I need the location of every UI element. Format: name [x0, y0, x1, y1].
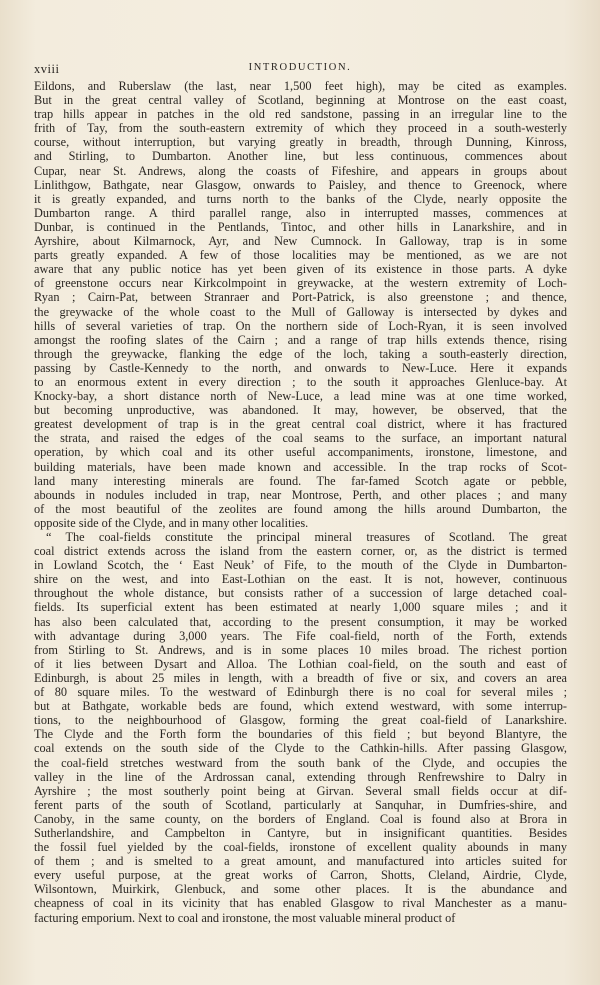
text-line: of the most beautiful of the zeolites are found among the hills around Dumbarton, the	[34, 501, 567, 516]
text-line: cheapness of coal in its vicinity that has enabled Glasgow to rival Manchester as a manu-	[34, 896, 567, 911]
text-line: and Stirling, to Dumbarton. Another line, but less continuous, commences about	[34, 149, 567, 164]
running-head: INTRODUCTION.	[248, 62, 352, 73]
text-line: coal extends on the south side of the Clyde to the Cathkin-hills. After passing Glasgow,	[34, 741, 567, 756]
text-line: Ryan ; Cairn-Pat, between Stranraer and Port-Patrick, is also greenstone ; and thence,	[34, 290, 567, 305]
text-line: ferent parts of the south of Scotland, particularly at Sanquhar, in Dumfries-shire, and	[34, 797, 567, 812]
text-line: throughout the whole distance, but consists rather of a succession of large detached coal-	[34, 586, 567, 601]
text-line: with advantage during 3,000 years. The Fife coal-field, north of the Forth, extends	[34, 628, 567, 643]
text-line: from Stirling to St. Andrews, and is in some places 10 miles broad. The richest portion	[34, 642, 567, 657]
text-line: the coal-field stretches westward from the south bank of the Clyde, and occupies the	[34, 755, 567, 770]
text-line: tions, to the neighbourhood of Glasgow, forming the great coal-field of Lanarkshire.	[34, 713, 567, 728]
text-line: Wilsontown, Muirkirk, Glenbuck, and some other places. It is the abundance and	[34, 882, 567, 897]
body-text	[34, 79, 567, 925]
text-line: “ The coal-fields constitute the principal mineral treasures of Scotland. The great	[46, 530, 567, 544]
text-line: Ayrshire, about Kilmarnock, Ayr, and New Cumnock. In Galloway, trap is in some	[34, 234, 567, 249]
text-line: amongst the roofing slates of the Cairn ; and a range of trap hills extends thence, rising	[34, 332, 567, 347]
text-line: The Clyde and the Forth form the boundaries of this field ; but beyond Blantyre, the	[34, 727, 567, 742]
text-line: fields. Its superficial extent has been estimated at nearly 1,000 square miles ; and it	[34, 600, 567, 615]
text-line: Cupar, near St. Andrews, along the coasts of Fifeshire, and appears in groups about	[34, 163, 567, 178]
text-line: Canoby, in the same county, on the borders of England. Coal is found also at Brora in	[34, 811, 567, 826]
text-line: in Lowland Scotch, the ‘ East Neuk’ of Fife, to the mouth of the Clyde in Dumbarton-	[34, 558, 567, 573]
text-line: coal district extends across the island from the eastern corner, or, as the district is termed	[34, 544, 567, 559]
text-line: of 80 square miles. To the westward of Edinburgh there is no coal for several miles ;	[34, 685, 567, 700]
text-line: has also been calculated that, according to the present consumption, it may be worked	[34, 614, 567, 629]
text-line: But in the great central valley of Scotland, beginning at Montrose on the east coast,	[34, 93, 567, 108]
text-line: valley in the line of the Ardrossan canal, extending through Renfrewshire to Dalry in	[34, 769, 567, 784]
text-line: but at Bathgate, workable beds are found, which extend westward, with some interrup-	[34, 699, 567, 714]
text-line: but becoming unproductive, was abandoned. It may, however, be observed, that the	[34, 403, 567, 418]
text-line: of greenstone occurs near Kirkcolmpoint in greywacke, at the western extremity of Loch-	[34, 276, 567, 291]
text-line: Edinburgh, is about 25 miles in length, with a breadth of five or six, and covers an area	[34, 670, 567, 685]
text-line: the greywacke of the whole coast to the Mull of Galloway is intersected by dykes and	[34, 304, 567, 319]
text-line: of them ; and is smelted to a great amount, and manufactured into articles suited for	[34, 854, 567, 869]
text-line: through the greywacke, flanking the edge of the loch, taking a south-easterly direction,	[34, 346, 567, 361]
text-line: facturing emporium. Next to coal and ironstone, the most valuable mineral product of	[34, 910, 456, 925]
text-line: Dunbar, is continued in the Pentlands, Tintoc, and other hills in Lanarkshire, and in	[34, 219, 567, 234]
text-line: the strata, and raised the edges of the coal seams to the surface, an important natural	[34, 431, 567, 446]
text-line: building materials, have been made known and accessible. In the trap rocks of Scot-	[34, 459, 567, 474]
page-number: xviii	[34, 62, 60, 76]
text-line: of it lies between Dysart and Alloa. The Lothian coal-field, on the south and east of	[34, 656, 567, 671]
text-line: Ayrshire ; the most southerly point being at Girvan. Several small fields occur at dif-	[34, 783, 567, 798]
text-line: the fossil fuel yielded by the coal-fields, ironstone of excellent quality abounds in many	[34, 840, 567, 855]
text-line: to an enormous extent in every direction ; to the south it approaches Glenluce-bay. At	[34, 374, 567, 389]
text-line: passing by Castle-Kennedy to the north, and onwards to New-Luce. Here it expands	[34, 360, 567, 375]
text-line: Linlithgow, Bathgate, near Glasgow, onwards to Paisley, and thence to Greenock, where	[34, 177, 567, 192]
text-line: hills of several varieties of trap. On the northern side of Loch-Ryan, it is seen involved	[34, 318, 567, 333]
text-line: abounds in nodules included in trap, near Montrose, Perth, and other places ; and many	[34, 487, 567, 502]
text-line: Dumbarton range. A third parallel range, also in interrupted masses, commences at	[34, 205, 567, 220]
text-line: greatest development of trap is in the great central coal district, where it has fractured	[34, 417, 567, 432]
text-line: course, without interruption, but varying greatly in breadth, through Dunning, Kinross,	[34, 135, 567, 150]
text-line: shire on the west, and into East-Lothian on the east. It is not, however, continuous	[34, 572, 567, 587]
text-line: aware that any public notice has yet been given of its existence in those parts. A dyke	[34, 262, 567, 277]
text-line: it is greatly expanded, and turns north to the banks of the Clyde, nearly opposite the	[34, 191, 567, 206]
text-line: land many interesting minerals are found. The far-famed Scotch agate or pebble,	[34, 473, 567, 488]
text-line: operation, by which coal and its other useful accompaniments, ironstone, limestone, and	[34, 445, 567, 460]
text-line: opposite side of the Clyde, and in many other localities.	[34, 515, 309, 530]
text-line: Eildons, and Ruberslaw (the last, near 1,500 feet high), may be cited as examples.	[34, 79, 567, 93]
text-line: Knocky-bay, a short distance north of New-Luce, a lead mine was at one time worked,	[34, 389, 567, 404]
text-line: Sutherlandshire, and Campbelton in Cantyre, but in insignificant quantities. Besides	[34, 825, 567, 840]
page-header	[0, 62, 600, 76]
text-line: frith of Tay, from the south-eastern extremity of which they proceed in a south-westerly	[34, 121, 567, 136]
text-line: trap hills appear in patches in the old red sandstone, passing in an irregular line to the	[34, 107, 567, 122]
text-line: every useful purpose, at the great works of Carron, Shotts, Cleland, Airdrie, Clyde,	[34, 868, 567, 883]
text-line: parts greatly expanded. A few of those localities may be mentioned, as we are not	[34, 248, 567, 263]
